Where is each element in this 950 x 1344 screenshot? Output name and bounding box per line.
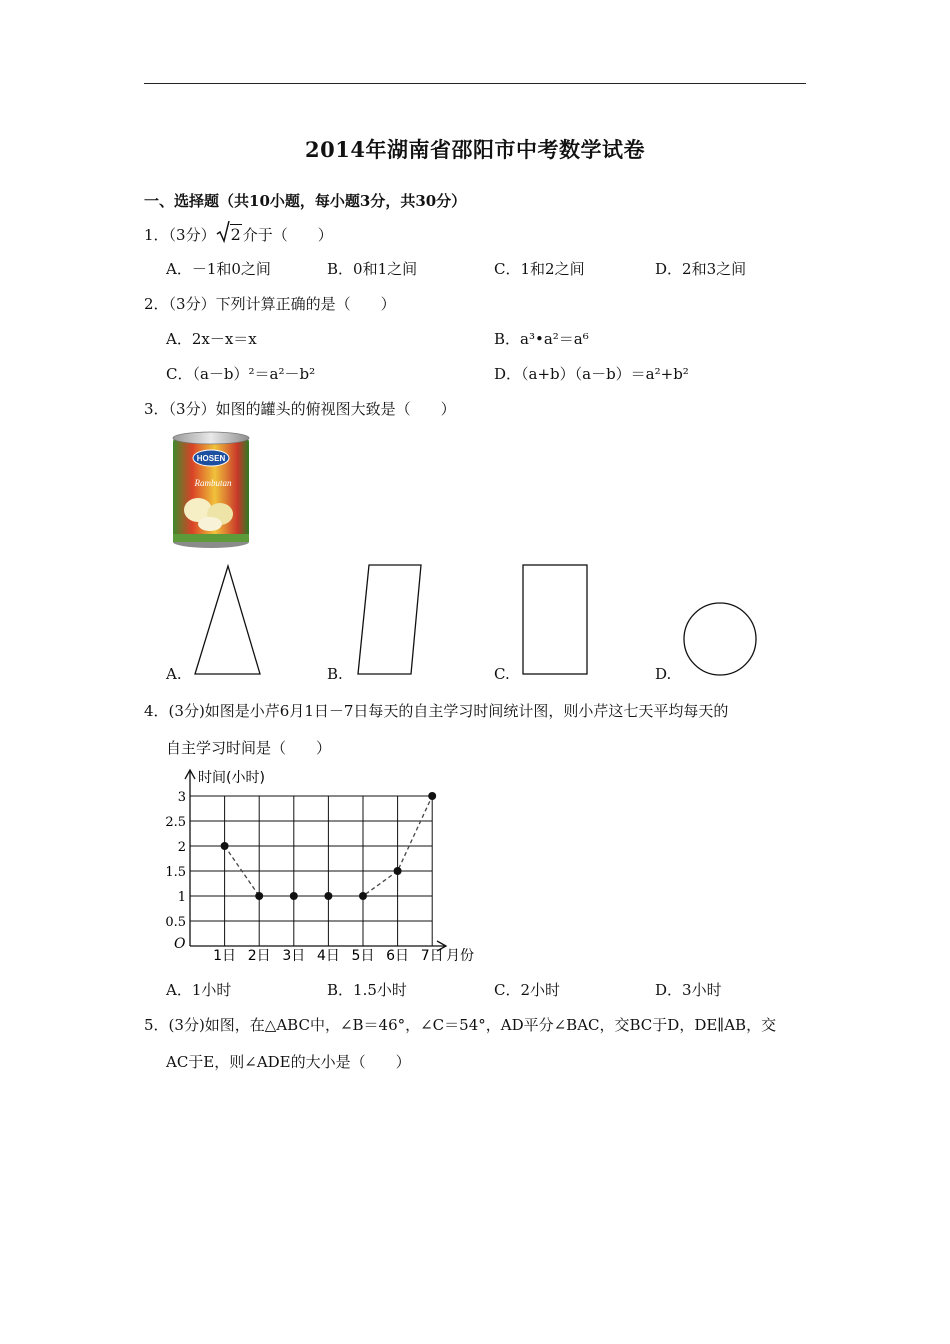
data-point bbox=[255, 892, 263, 900]
q4-option-b[interactable]: B．1.5小时 bbox=[327, 981, 407, 999]
q2-option-a[interactable]: A．2x－x＝x bbox=[166, 330, 257, 348]
q1-option-b[interactable]: B．0和1之间 bbox=[327, 260, 418, 278]
question-4-line1: 4．(3分)如图是小芹6月1日－7日每天的自主学习时间统计图，则小芹这七天平均每天的 bbox=[144, 702, 729, 720]
q4-option-a[interactable]: A．1小时 bbox=[166, 981, 232, 999]
can-product-label: Rambutan bbox=[194, 478, 232, 488]
data-point bbox=[221, 842, 229, 850]
y-tick-label: 0.5 bbox=[165, 915, 186, 930]
q3-option-b-label[interactable]: B. bbox=[327, 665, 343, 683]
question-5-line1: 5．(3分)如图，在△ABC中，∠B＝46°，∠C＝54°，AD平分∠BAC，交BC于D，DE∥AB，交 bbox=[144, 1016, 777, 1034]
y-tick-labels bbox=[165, 790, 186, 930]
can-brand-label: HOSEN bbox=[196, 454, 226, 463]
q2-option-c[interactable]: C．（a－b）²＝a²－b² bbox=[166, 365, 316, 383]
y-tick-label: 1.5 bbox=[165, 865, 186, 880]
y-tick-label: 2.5 bbox=[165, 815, 186, 830]
x-axis-label: 月份 bbox=[446, 948, 474, 964]
question-3: 3．（3分）如图的罐头的俯视图大致是（ ） bbox=[144, 400, 456, 418]
y-tick-label: 2 bbox=[177, 840, 186, 855]
question-1 bbox=[144, 224, 333, 245]
page-title: 2014年湖南省邵阳市中考数学试卷 bbox=[305, 137, 645, 162]
sqrt-symbol bbox=[216, 225, 242, 244]
question-4-line2: 自主学习时间是（ ） bbox=[166, 739, 332, 757]
x-tick-label: 4日 bbox=[316, 948, 340, 964]
q1-radicand: 2 bbox=[230, 225, 241, 244]
option-c-rectangle[interactable] bbox=[520, 563, 590, 677]
q1-prefix: 1．（3分） bbox=[144, 226, 216, 244]
line-chart bbox=[160, 765, 490, 970]
q1-suffix: 介于（ ） bbox=[242, 226, 333, 244]
data-point bbox=[394, 867, 402, 875]
radical-sign-icon bbox=[216, 219, 246, 245]
can-image bbox=[170, 430, 252, 550]
data-point bbox=[324, 892, 332, 900]
question-5-line2: AC于E，则∠ADE的大小是（ ） bbox=[166, 1053, 411, 1071]
y-axis-label: 时间(小时) bbox=[198, 770, 265, 786]
x-tick-labels bbox=[213, 948, 444, 964]
q4-option-c[interactable]: C．2小时 bbox=[494, 981, 561, 999]
question-2: 2．（3分）下列计算正确的是（ ） bbox=[144, 295, 396, 313]
option-a-triangle[interactable] bbox=[192, 563, 264, 677]
q2-option-b[interactable]: B．a³•a²＝a⁶ bbox=[494, 330, 589, 348]
q3-option-a-label[interactable]: A. bbox=[166, 665, 182, 683]
x-tick-label: 5日 bbox=[351, 948, 375, 964]
q1-option-c[interactable]: C．1和2之间 bbox=[494, 260, 585, 278]
y-tick-label: 1 bbox=[177, 890, 186, 905]
x-tick-label: 6日 bbox=[386, 948, 410, 964]
q3-option-d-label[interactable]: D. bbox=[655, 665, 672, 683]
q2-option-d[interactable]: D．（a+b）（a－b）＝a²+b² bbox=[494, 365, 689, 383]
top-rule bbox=[144, 83, 806, 84]
data-point bbox=[290, 892, 298, 900]
data-point bbox=[359, 892, 367, 900]
q1-option-a[interactable]: A．－1和0之间 bbox=[166, 260, 271, 278]
x-tick-label: 7日 bbox=[420, 948, 444, 964]
data-point bbox=[428, 792, 436, 800]
x-tick-label: 3日 bbox=[282, 948, 306, 964]
q3-option-c-label[interactable]: C. bbox=[494, 665, 510, 683]
x-tick-label: 2日 bbox=[247, 948, 271, 964]
q1-option-d[interactable]: D．2和3之间 bbox=[655, 260, 747, 278]
section-heading: 一、选择题（共10小题，每小题3分，共30分） bbox=[144, 192, 467, 210]
origin-label: O bbox=[174, 936, 186, 952]
q4-option-d[interactable]: D．3小时 bbox=[655, 981, 722, 999]
y-tick-label: 3 bbox=[177, 790, 186, 805]
option-d-circle[interactable] bbox=[680, 599, 760, 679]
x-tick-label: 1日 bbox=[213, 948, 237, 964]
option-b-parallelogram[interactable] bbox=[355, 563, 425, 677]
